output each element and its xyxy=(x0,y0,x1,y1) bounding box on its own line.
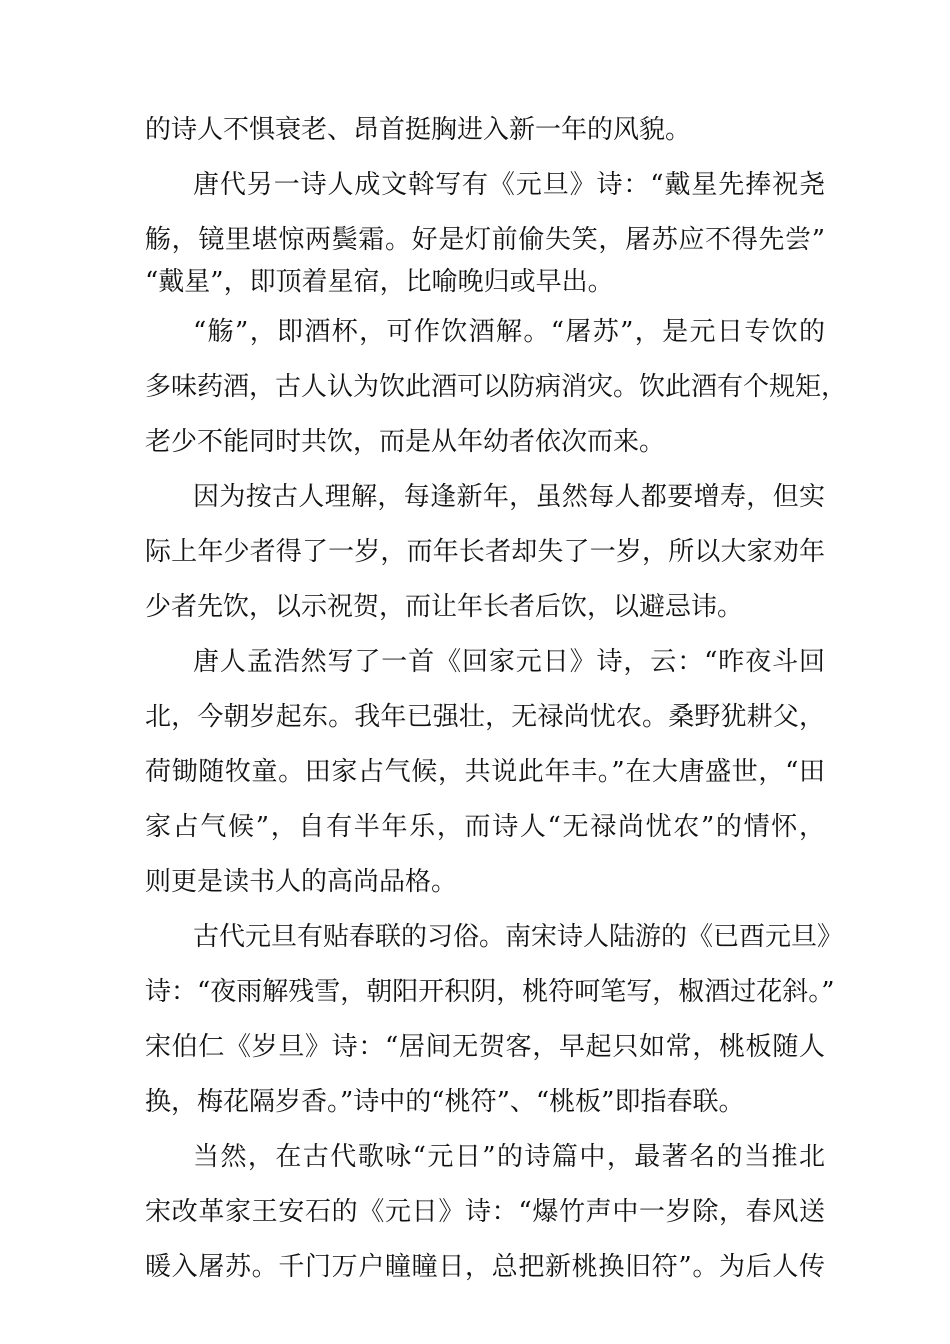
text-line-13: 荷锄随牧童。田家占气候，共说此年丰。”在大唐盛世，“田 xyxy=(145,757,825,787)
text-line-10: 少者先饮，以示祝贺，而让年长者后饮，以避忌讳。 xyxy=(145,592,744,622)
text-line-18: 宋伯仁《岁旦》诗：“居间无贺客，早起只如常，桃板随人 xyxy=(145,1032,825,1062)
text-line-21: 宋改革家王安石的《元日》诗：“爆竹声中一岁除，春风送 xyxy=(145,1197,825,1227)
text-line-11: 唐人孟浩然写了一首《回家元日》诗，云：“昨夜斗回 xyxy=(193,647,825,677)
text-line-12: 北，今朝岁起东。我年已强壮，无禄尚忧农。桑野犹耕父， xyxy=(145,702,825,732)
text-line-1: 的诗人不惧衰老、昂首挺胸进入新一年的风貌。 xyxy=(145,115,692,145)
text-line-17: 诗：“夜雨解残雪，朝阳开积阴，桃符呵笔写，椒酒过花斜。” xyxy=(145,977,835,1007)
text-line-22: 暖入屠苏。千门万户瞳瞳日，总把新桃换旧符”。为后人传 xyxy=(145,1252,825,1282)
text-line-2: 唐代另一诗人成文斡写有《元旦》诗：“戴星先捧祝尧 xyxy=(193,170,825,200)
text-line-6: 多味药酒，古人认为饮此酒可以防病消灾。饮此酒有个规矩， xyxy=(145,372,848,402)
text-line-20: 当然，在古代歌咏“元日”的诗篇中，最著名的当推北 xyxy=(193,1142,825,1172)
text-line-9: 际上年少者得了一岁，而年长者却失了一岁，所以大家劝年 xyxy=(145,537,825,567)
text-line-14: 家占气候”，自有半年乐，而诗人“无禄尚忧农”的情怀， xyxy=(145,812,825,842)
text-line-4: “戴星”，即顶着星宿，比喻晚归或早出。 xyxy=(145,267,614,297)
text-line-8: 因为按古人理解，每逢新年，虽然每人都要增寿，但实 xyxy=(193,482,825,512)
text-line-5: “觞”，即酒杯，可作饮酒解。“屠苏”，是元日专饮的 xyxy=(193,317,825,347)
text-line-7: 老少不能同时共饮，而是从年幼者依次而来。 xyxy=(145,427,666,457)
text-line-19: 换，梅花隔岁香。”诗中的“桃符”、“桃板”即指春联。 xyxy=(145,1087,745,1117)
text-line-16: 古代元旦有贴春联的习俗。南宋诗人陆游的《已酉元旦》 xyxy=(193,922,844,952)
text-line-3: 觞，镜里堪惊两鬓霜。好是灯前偷失笑，屠苏应不得先尝” xyxy=(145,225,825,255)
text-line-15: 则更是读书人的高尚品格。 xyxy=(145,867,458,897)
